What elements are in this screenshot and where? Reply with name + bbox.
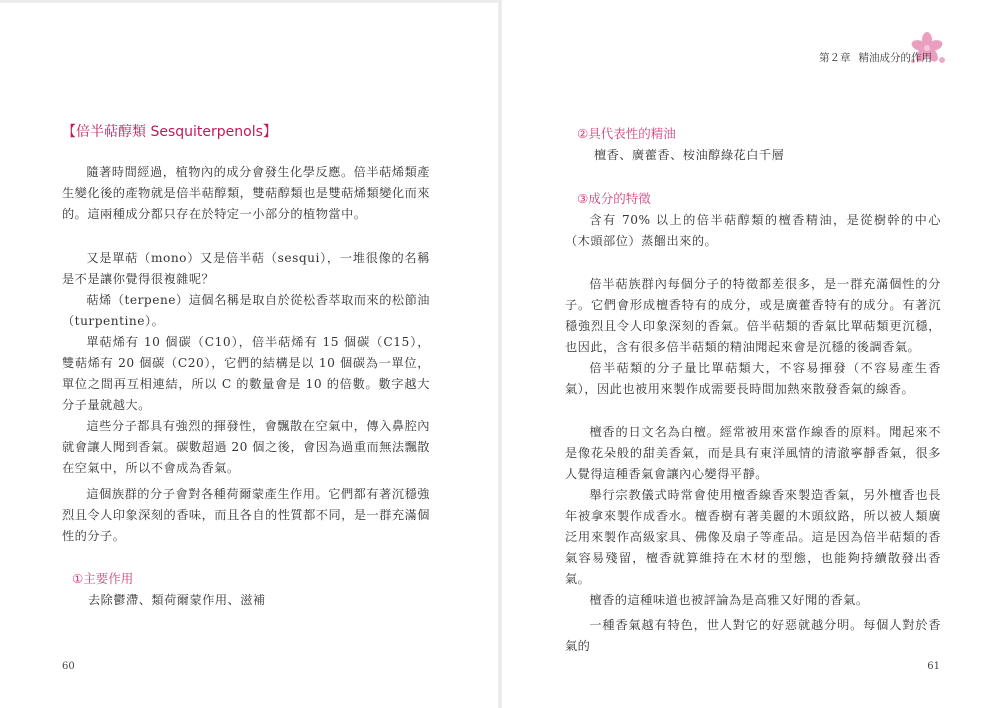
running-header xyxy=(819,50,932,65)
paragraph: 這些分子都具有強烈的揮發性，會飄散在空氣中，傳入鼻腔內就會讓人聞到香氣。碳數超過 20 個之後，會因為過重而無法飄散在空氣中，所以不會成為香氣。 xyxy=(62,419,430,475)
subheading-main-effects: ①主要作用 xyxy=(72,571,134,586)
paragraph: 倍半萜族群內每個分子的特徵都差很多，是一群充滿個性的分子。它們會形成檀香特有的成分，或是廣藿香特有的成分。有著沉穩強烈且令人印象深刻的香氣。倍半萜類的香氣比單萜類更沉穩，也因此，含有很多倍半萜類的精油聞起來會是沉穩的後調香氣。 xyxy=(565,277,941,354)
paragraph: 又是單萜（mono）又是倍半萜（sesqui），一堆很像的名稱是不是讓你覺得很複雜呢？ xyxy=(62,251,430,286)
right-page xyxy=(502,0,1000,708)
paragraph: 含有 70% 以上的倍半萜醇類的檀香精油，是從樹幹的中心（木頭部位）蒸餾出來的。 xyxy=(565,213,941,248)
paragraph: 這個族群的分子會對各種荷爾蒙產生作用。它們都有著沉穩強烈且令人印象深刻的香味，而且各自的性質都不同，是一群充滿個性的分子。 xyxy=(62,487,430,543)
paragraph-group-sandalwood xyxy=(565,422,941,611)
subheading-features: ③成分的特徵 xyxy=(577,191,651,206)
paragraph-preference xyxy=(565,615,941,657)
paragraph: 萜烯（terpene）這個名稱是取自於從松香萃取而來的松節油（turpentine）。 xyxy=(62,293,430,328)
page-number-left: 60 xyxy=(62,661,75,672)
paragraph: 檀香的這種味道也被評論為是高雅又好聞的香氣。 xyxy=(589,593,869,607)
paragraph-intro xyxy=(62,162,430,225)
chapter-label: 第２章 xyxy=(819,52,851,64)
features-text xyxy=(565,210,941,252)
representative-oils-text: 檀香、廣藿香、桉油醇綠花白千層 xyxy=(594,148,785,162)
page-number-right: 61 xyxy=(927,661,940,672)
paragraph: 單萜烯有 10 個碳（C10），倍半萜烯有 15 個碳（C15），雙萜烯有 20 個碳（C20），它們的結構是以 10 個碳為一單位，單位之間再互相連結，所以 C 的數量會是 10 的倍數。數字越大分子量就越大。 xyxy=(62,335,430,412)
subheading-representative-oils: ②具代表性的精油 xyxy=(577,126,676,141)
paragraph: 隨著時間經過，植物內的成分會發生化學反應。倍半萜烯類產生變化後的產物就是倍半萜醇類，雙萜醇類也是雙萜烯類變化而來的。這兩種成分都只存在於特定一小部分的植物當中。 xyxy=(62,165,430,221)
main-effects-text: 去除鬱滯、類荷爾蒙作用、滋補 xyxy=(88,593,266,607)
paragraph-group-terpene xyxy=(62,248,430,479)
paragraph: 檀香的日文名為白檀。經常被用來當作線香的原料。聞起來不是像花朵般的甜美香氣，而是具有東洋風情的清澈寧靜香氣，很多人覺得這種香氣會讓內心變得平靜。 xyxy=(565,425,941,481)
paragraph-group-sesqui xyxy=(565,274,941,400)
paragraph-hormone xyxy=(62,484,430,547)
paragraph: 倍半萜類的分子量比單萜類大，不容易揮發（不容易產生香氣），因此也被用來製作成需要長時間加熱來散發香氣的線香。 xyxy=(565,361,941,396)
section-title: 【倍半萜醇類 Sesquiterpenols】 xyxy=(62,124,277,140)
chapter-title: 精油成分的作用 xyxy=(858,52,932,64)
paragraph: 舉行宗教儀式時常會使用檀香線香來製造香氣，另外檀香也長年被拿來製作成香水。檀香樹有著美麗的木頭紋路，所以被人類廣泛用來製作高級家具、佛像及扇子等產品。這是因為倍半萜類的香氣容易殘留，檀香就算維持在木材的型態，也能夠持續散發出香氣。 xyxy=(565,488,941,586)
paragraph: 一種香氣越有特色，世人對它的好惡就越分明。每個人對於香氣的 xyxy=(565,618,941,653)
left-page xyxy=(0,0,498,708)
